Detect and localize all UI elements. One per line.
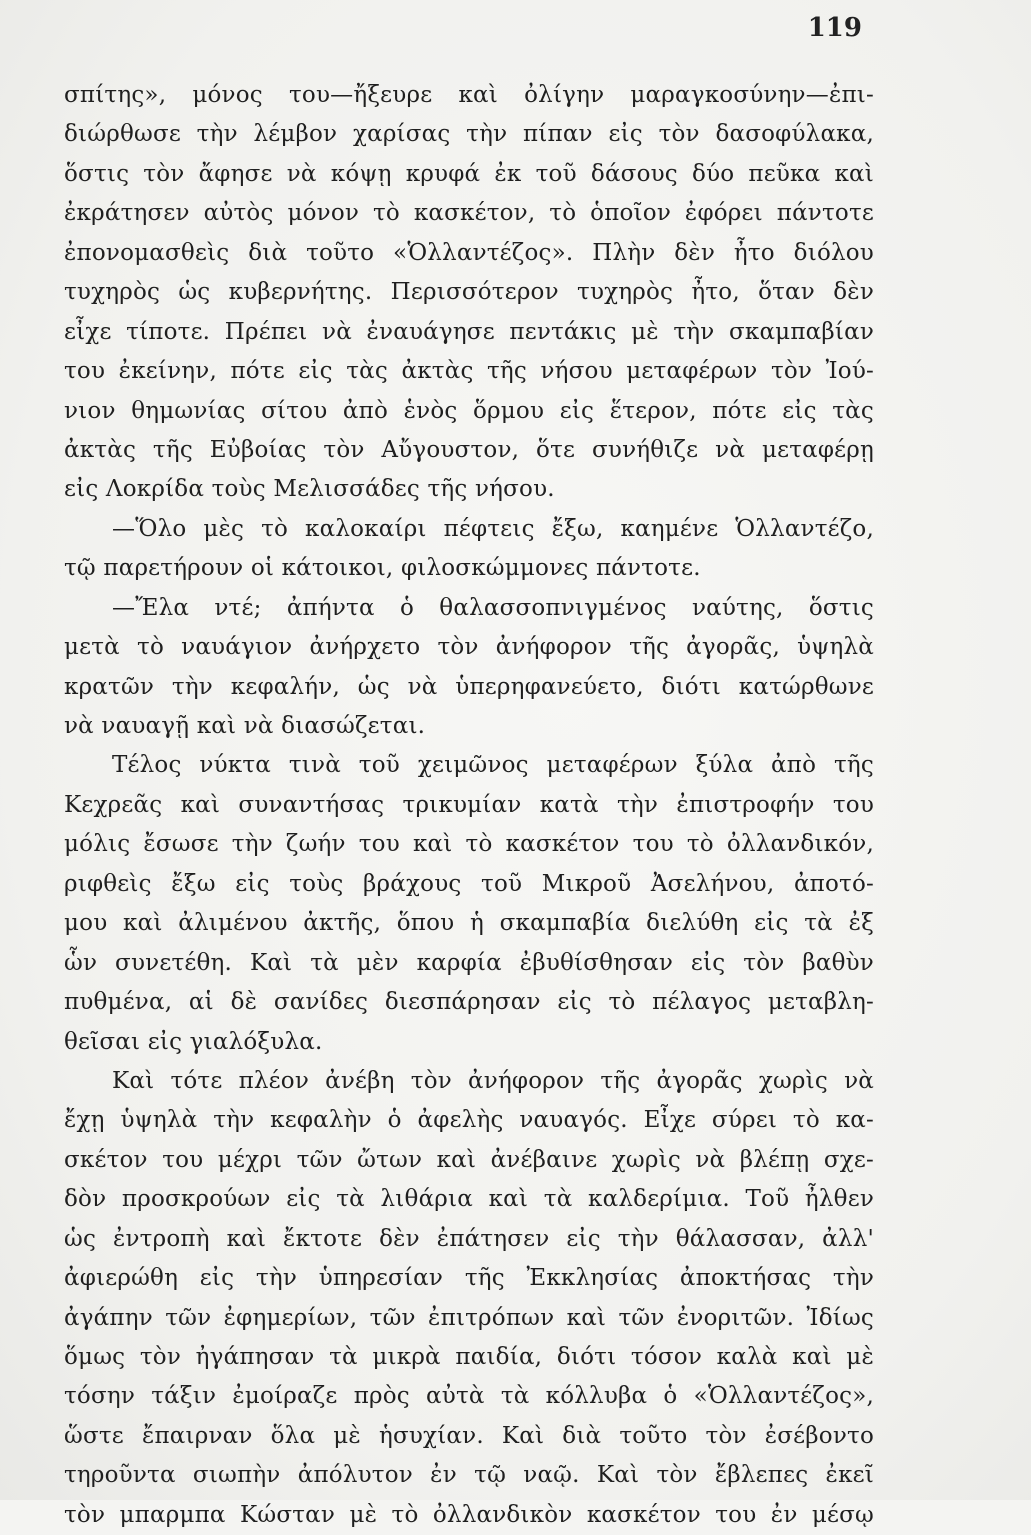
text-line: τηροῦντα σιωπὴν ἀπόλυτον ἐν τῷ ναῷ. Καὶ τὸν ἔβλεπες ἐκεῖ bbox=[64, 1462, 874, 1489]
text-line: ὡς ἐντροπὴ καὶ ἔκτοτε δὲν ἐπάτησεν εἰς τὴν θάλασσαν, ἀλλ' bbox=[64, 1225, 874, 1252]
text-line: ἐπονομασθεὶς διὰ τοῦτο «Ὁλλαντέζος». Πλὴν δὲν ἦτο διόλου bbox=[64, 239, 874, 266]
text-line: νιον θημωνίας σίτου ἀπὸ ἑνὸς ὅρμου εἰς ἕτερον, πότε εἰς τὰς bbox=[64, 397, 874, 424]
text-line: του ἐκείνην, πότε εἰς τὰς ἀκτὰς τῆς νήσου μεταφέρων τὸν Ἰού- bbox=[64, 358, 874, 385]
text-line: πυθμένα, αἱ δὲ σανίδες διεσπάρησαν εἰς τὸ πέλαγος μεταβλη- bbox=[64, 989, 874, 1016]
text-line: τόσην τάξιν ἐμοίραζε πρὸς αὐτὰ τὰ κόλλυβα ὁ «Ὁλλαντέζος», bbox=[64, 1383, 874, 1410]
text-line: ὅμως τὸν ἠγάπησαν τὰ μικρὰ παιδία, διότι τόσον καλὰ καὶ μὲ bbox=[64, 1344, 874, 1370]
text-line: τὸν μπαρμπα Κώσταν μὲ τὸ ὀλλανδικὸν κασκέτον του ἐν μέσῳ bbox=[64, 1501, 874, 1528]
text-line: μετὰ τὸ ναυάγιον ἀνήρχετο τὸν ἀνήφορον τῆς ἀγορᾶς, ὑψηλὰ bbox=[64, 634, 874, 661]
text-line: σπίτης», μόνος του—ἤξευρε καὶ ὀλίγην μαραγκοσύνην—ἐπι- bbox=[64, 82, 874, 108]
text-line: ἀφιερώθη εἰς τὴν ὑπηρεσίαν τῆς Ἐκκλησίας ἀποκτήσας τὴν bbox=[64, 1265, 874, 1292]
text-line: εἰς Λοκρίδα τοὺς Μελισσάδες τῆς νήσου. bbox=[64, 476, 555, 503]
text-line: ἀκτὰς τῆς Εὐβοίας τὸν Αὔγουστον, ὅτε συνήθιζε νὰ μεταφέρῃ bbox=[64, 436, 874, 463]
text-line: μου καὶ ἀλιμένου ἀκτῆς, ὅπου ἡ σκαμπαβία διελύθη εἰς τὰ ἐξ bbox=[64, 910, 874, 937]
text-line: νὰ ναυαγῇ καὶ νὰ διασώζεται. bbox=[64, 713, 426, 739]
text-line: θεῖσαι εἰς γιαλόξυλα. bbox=[64, 1028, 323, 1055]
text-line: —Ὅλο μὲς τὸ καλοκαίρι πέφτεις ἔξω, καημένε Ὁλλαντέζο, bbox=[112, 515, 874, 542]
text-line: κρατῶν τὴν κεφαλήν, ὡς νὰ ὑπερηφανεύετο, διότι κατώρθωνε bbox=[64, 673, 874, 700]
text-line: τῷ παρετήρουν οἱ κάτοικοι, φιλοσκώμμονες πάντοτε. bbox=[64, 555, 701, 582]
text-line: σκέτον του μέχρι τῶν ὤτων καὶ ἀνέβαινε χωρὶς νὰ βλέπῃ σχε- bbox=[64, 1146, 874, 1173]
text-line: ὅστις τὸν ἄφησε νὰ κόψῃ κρυφά ἐκ τοῦ δάσους δύο πεῦκα καὶ bbox=[64, 160, 874, 187]
text-line: —Ἔλα ντέ; ἀπήντα ὁ θαλασσοπνιγμένος ναύτης, ὅστις bbox=[112, 594, 874, 621]
text-line: ἀγάπην τῶν ἐφημερίων, τῶν ἐπιτρόπων καὶ τῶν ἐνοριτῶν. Ἰδίως bbox=[64, 1304, 874, 1331]
body-text bbox=[64, 76, 874, 1535]
text-line: δὸν προσκρούων εἰς τὰ λιθάρια καὶ τὰ καλδερίμια. Τοῦ ἦλθεν bbox=[64, 1186, 874, 1213]
text-line: ἐκράτησεν αὐτὸς μόνον τὸ κασκέτον, τὸ ὁποῖον ἐφόρει πάντοτε bbox=[64, 200, 874, 227]
text-line: Καὶ τότε πλέον ἀνέβη τὸν ἀνήφορον τῆς ἀγορᾶς χωρὶς νὰ bbox=[112, 1067, 874, 1094]
text-line: Κεχρεᾶς καὶ συναντήσας τρικυμίαν κατὰ τὴν ἐπιστροφήν του bbox=[64, 791, 874, 818]
text-line: ὧν συνετέθη. Καὶ τὰ μὲν καρφία ἐβυθίσθησαν εἰς τὸν βαθὺν bbox=[64, 949, 874, 976]
text-line: ριφθεὶς ἔξω εἰς τοὺς βράχους τοῦ Μικροῦ Ἀσελήνου, ἀποτό- bbox=[64, 870, 874, 897]
text-line: διώρθωσε τὴν λέμβον χαρίσας τὴν πίπαν εἰς τὸν δασοφύλακα, bbox=[64, 121, 874, 148]
text-line: εἶχε τίποτε. Πρέπει νὰ ἐναυάγησε πεντάκις μὲ τὴν σκαμπαβίαν bbox=[64, 318, 874, 345]
text-line: τυχηρὸς ὡς κυβερνήτης. Περισσότερον τυχηρὸς ἦτο, ὅταν δὲν bbox=[64, 279, 874, 306]
text-line: μόλις ἔσωσε τὴν ζωήν του καὶ τὸ κασκέτον του τὸ ὀλλανδικόν, bbox=[64, 831, 874, 858]
text-line: ἔχῃ ὑψηλὰ τὴν κεφαλὴν ὁ ἀφελὴς ναυαγός. Εἶχε σύρει τὸ κα- bbox=[64, 1107, 874, 1134]
text-line: Τέλος νύκτα τινὰ τοῦ χειμῶνος μεταφέρων ξύλα ἀπὸ τῆς bbox=[112, 752, 874, 779]
page-number: 119 bbox=[807, 13, 862, 43]
text-line: ὥστε ἔπαιρναν ὅλα μὲ ἡσυχίαν. Καὶ διὰ τοῦτο τὸν ἐσέβοντο bbox=[64, 1422, 874, 1449]
